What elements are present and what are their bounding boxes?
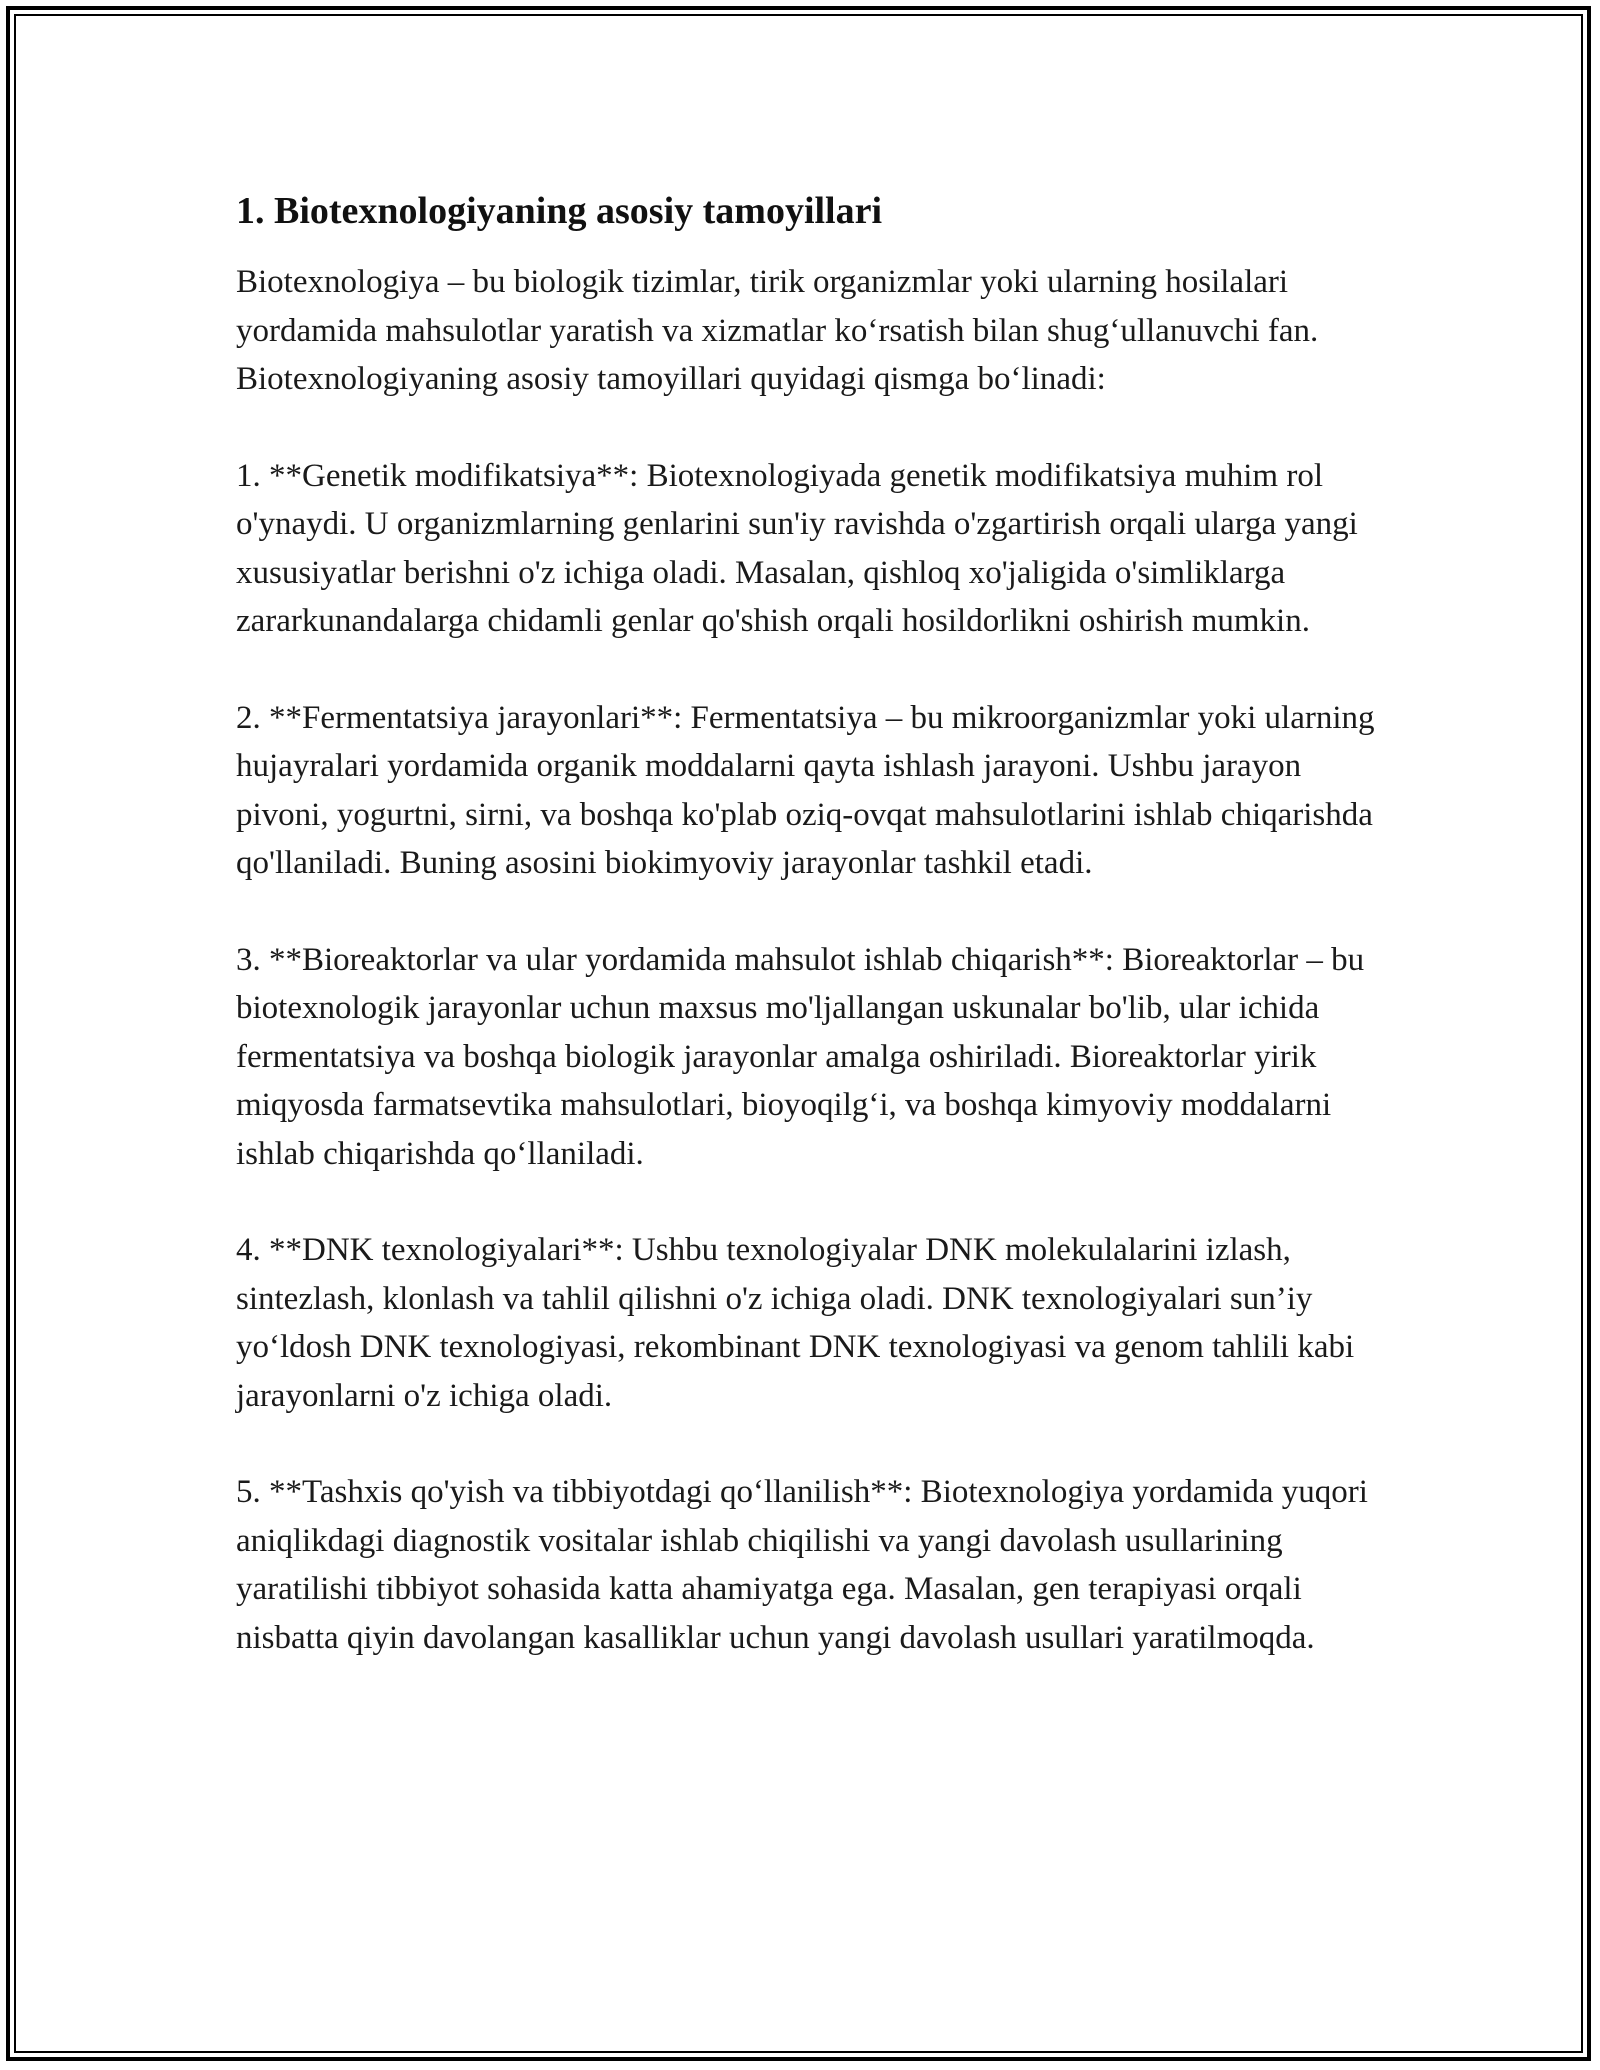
paragraph-fermentation: 2. **Fermentatsiya jarayonlari**: Fermentatsiya – bu mikroorganizmlar yoki ularning hujayralari yordamida organik moddalarni qayta ishlash jarayoni. Ushbu jarayon pivoni, yogurtni, sirni, va boshqa ko'plab oziq-ovqat mahsulotlarini ishlab chiqarishda qo'llaniladi. Buning asosini biokimyoviy jarayonlar tashkil etadi. <box>236 699 1375 881</box>
intro-paragraph: Biotexnologiya – bu biologik tizimlar, tirik organizmlar yoki ularning hosilalari yordamida mahsulotlar yaratish va xizmatlar ko‘rsatish bilan shug‘ullanuvchi fan. Biotexnologiyaning asosiy tamoyillari quyidagi qismga bo‘linadi: <box>236 264 1319 397</box>
paragraph-bioreactors: 3. **Bioreaktorlar va ular yordamida mahsulot ishlab chiqarish**: Bioreaktorlar – bu biotexnologik jarayonlar uchun maxsus mo'ljallangan uskunalar bo'lib, ular ichida fermentatsiya va boshqa biologik jarayonlar amalga oshiriladi. Bioreaktorlar yirik miqyosda farmatsevtika mahsulotlari, bioyoqilg‘i, va boshqa kimyoviy moddalarni ishlab chiqarishda qo‘llaniladi. <box>236 941 1365 1172</box>
paragraph-diagnostics-medicine: 5. **Tashxis qo'yish va tibbiyotdagi qo‘llanilish**: Biotexnologiya yordamida yuqori aniqlikdagi diagnostik vositalar ishlab chiqilishi va yangi davolash usullarining yaratilishi tibbiyot sohasida katta ahamiyatga ega. Masalan, gen terapiyasi orqali nisbatta qiyin davolangan kasalliklar uchun yangi davolash usullari yaratilmoqda. <box>236 1474 1368 1656</box>
paragraph-dna-technologies: 4. **DNK texnologiyalari**: Ushbu texnologiyalar DNK molekulalarini izlash, sintezlash, klonlash va tahlil qilishni o'z ichiga oladi. DNK texnologiyalari sun’iy yo‘ldosh DNK texnologiyasi, rekombinant DNK texnologiyasi va genom tahlili kabi jarayonlarni o'z ichiga oladi. <box>236 1232 1355 1414</box>
document-heading: 1. Biotexnologiyaning asosiy tamoyillari <box>236 190 883 232</box>
document-body <box>236 186 1376 1710</box>
paragraph-genetic-modification: 1. **Genetik modifikatsiya**: Biotexnologiyada genetik modifikatsiya muhim rol o'ynaydi. U organizmlarning genlarini sun'iy ravishda o'zgartirish orqali ularga yangi xususiyatlar berishni o'z ichiga oladi. Masalan, qishloq xo'jaligida o'simliklarga zararkunandalarga chidamli genlar qo'shish orqali hosildorlikni oshirish mumkin. <box>236 457 1358 639</box>
